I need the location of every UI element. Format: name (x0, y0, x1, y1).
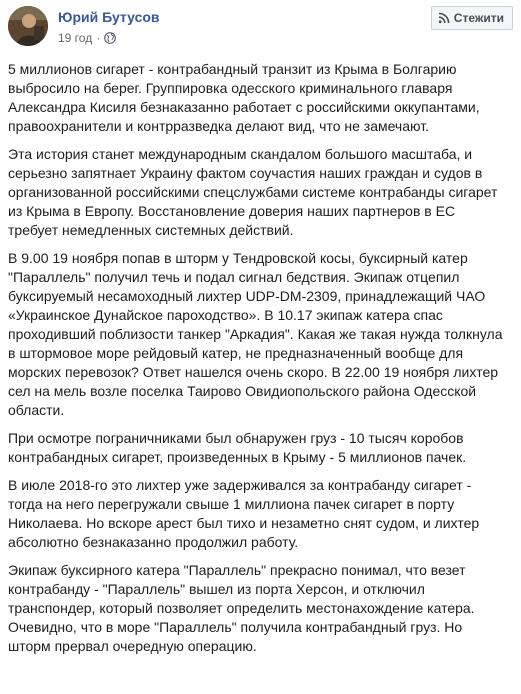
meta-separator: · (96, 31, 101, 45)
post-paragraph: Экипаж буксирного катера "Параллель" прекрасно понимал, что везет контрабанду - "Параллель" вышел из порта Херсон, и отключил транспондер, который позволяет определить местонахождение катера. Очевидно, что в море "Параллель" получила контрабандный груз. Но шторм прервал очередную операцию. (8, 562, 475, 654)
post-paragraph: При осмотре пограничниками был обнаружен груз - 10 тысяч коробов контрабандных сигарет, произведенных в Крыму - 5 миллионов пачек. (8, 430, 467, 465)
avatar[interactable] (8, 6, 48, 46)
post-paragraph: 5 миллионов сигарет - контрабандный транзит из Крыма в Болгарию выбросило на берег. Группировка одесского криминального главаря Александра Кисиля безнаказанно работает с российскими оккупантами, правоохранители и контрразведка делают вид, что не замечают. (8, 61, 480, 134)
post-time[interactable]: 19 год (58, 31, 93, 45)
follow-button[interactable] (431, 6, 513, 30)
follow-button-label: Стежити (453, 11, 504, 25)
globe-icon[interactable] (104, 32, 116, 44)
rss-icon (438, 12, 450, 24)
post-body (8, 60, 506, 665)
avatar-image (8, 6, 48, 46)
post-paragraph: Эта история станет международным скандалом большого масштаба, и серьезно запятнает Украину фактом соучастия наших граждан и судов в организованной российскими спецслужбами системе контрабанды сигарет из Крыма в Европу. Восстановление доверия наших партнеров в ЕС требует немедленных системных действий. (8, 146, 498, 238)
post-header (8, 6, 513, 52)
author-name[interactable]: Юрий Бутусов (58, 9, 160, 25)
post-paragraph: В 9.00 19 ноября попав в шторм у Тендровской косы, буксирный катер "Параллель" получил течь и подал сигнал бедствия. Экипаж отцепил буксируемый несамоходный лихтер UDP-DM-2309, принадлежащий ЧАО «Украинское Дунайское пароходство». В 10.17 экипаж катера спас проходивший поблизости танкер "Аркадия". Какая же такая нужда толкнула в штормовое море рейдовый катер, не предназначенный вообще для морских перевозок? Ответ нашелся очень скоро. В 22.00 19 ноября лихтер сел на мель возле поселка Таирово Овидиопольского района Одесской области. (8, 250, 503, 418)
post-meta (58, 31, 116, 45)
post-paragraph: В июле 2018-го это лихтер уже задерживался за контрабанду сигарет - тогда на него перегружали свыше 1 миллиона пачек сигарет в порту Николаева. Но вскоре арест был тихо и незаметно снят судом, и лихтер абсолютно безнаказанно продолжил работу. (8, 477, 480, 550)
